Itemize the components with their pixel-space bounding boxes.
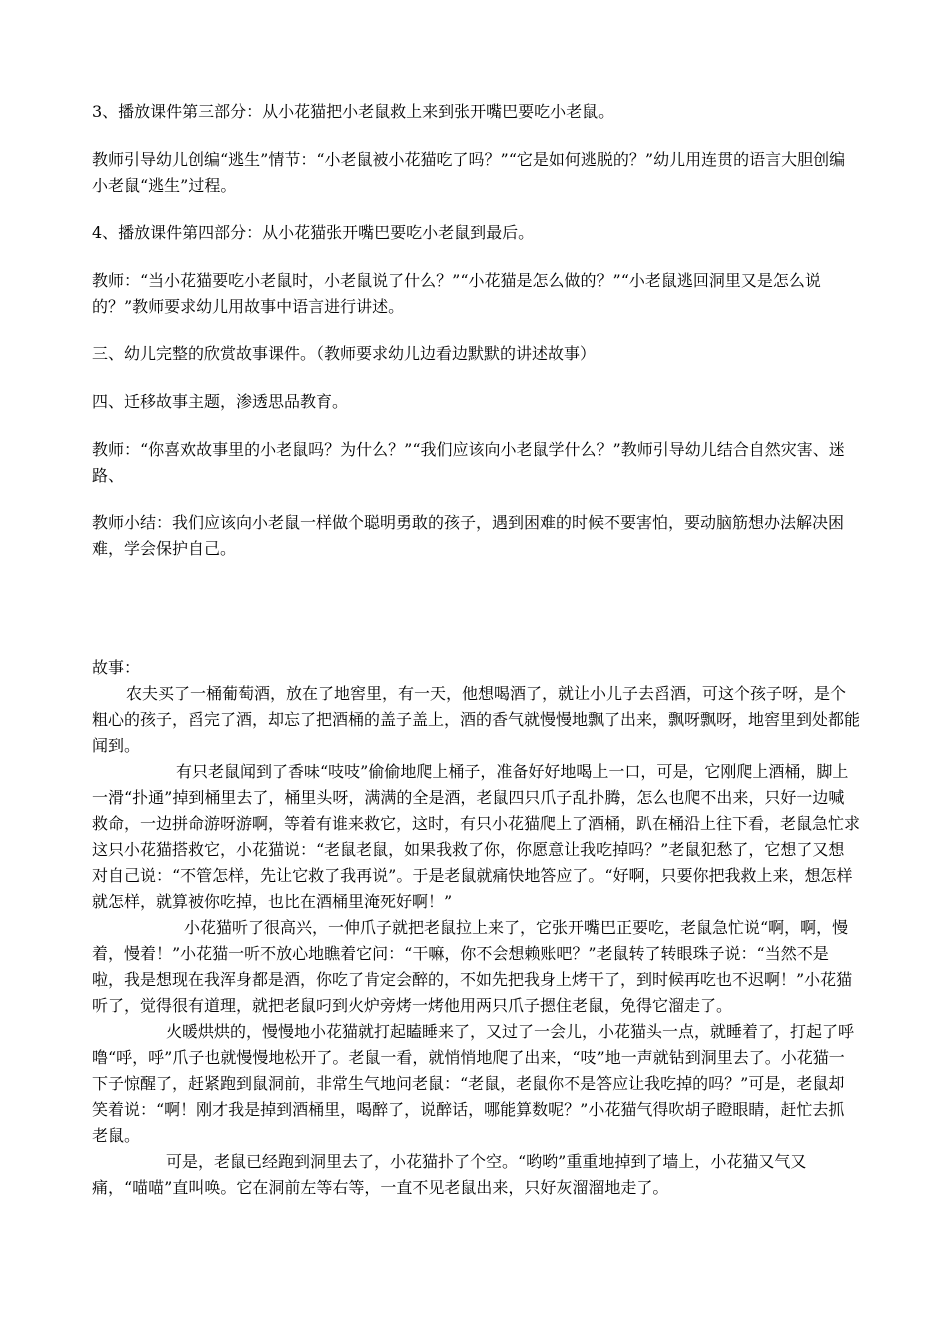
lesson-summary: 教师小结：我们应该向小老鼠一样做个聪明勇敢的孩子，遇到困难的时候不要害怕，要动脑筋想办法解决困难，学会保护自己。	[92, 513, 845, 558]
story-paragraph-2: 有只老鼠闻到了香味“吱吱”偷偷地爬上桶子，准备好好地喝上一口，可是，它刚爬上酒桶，脚上一滑“扑通”掉到桶里去了，桶里头呀，满满的全是酒，老鼠四只爪子乱扑腾，怎么也爬不出来，只好一边喊救命，一边拼命游呀游啊，等着有谁来救它，这时，有只小花猫爬上了酒桶，趴在桶沿上往下看，老鼠急忙求这只小花猫搭救它，小花猫说：“老鼠老鼠，如果我救了你，你愿意让我吃掉吗？”老鼠犯愁了，它想了又想对自己说：“不管怎样，先让它救了我再说”。于是老鼠就痛快地答应了。“好啊，只要你把我救上来，想怎样就怎样，就算被你吃掉，也比在酒桶里淹死好啊！”	[92, 762, 861, 911]
lesson-section-4-teacher: 教师：“你喜欢故事里的小老鼠吗？为什么？”“我们应该向小老鼠学什么？”教师引导幼儿结合自然灾害、迷路、	[92, 440, 845, 485]
lesson-step-4: 4、播放课件第四部分：从小花猫张开嘴巴要吃小老鼠到最后。	[92, 223, 535, 242]
story-paragraph-5: 可是，老鼠已经跑到洞里去了，小花猫扑了个空。“哟哟”重重地掉到了墙上，小花猫又气又痛，“喵喵”直叫唤。它在洞前左等右等，一直不见老鼠出来，只好灰溜溜地走了。	[92, 1152, 807, 1197]
story-paragraph-1: 农夫买了一桶葡萄酒，放在了地窖里，有一天，他想喝酒了，就让小儿子去舀酒，可这个孩子呀，是个粗心的孩子，舀完了酒，却忘了把酒桶的盖子盖上，酒的香气就慢慢地飘了出来，飘呀飘呀，地窖里到处都能闻到。	[92, 684, 861, 755]
story-paragraph-3: 小花猫听了很高兴，一伸爪子就把老鼠拉上来了，它张开嘴巴正要吃，老鼠急忙说“啊，啊，慢着，慢着！”小花猫一听不放心地瞧着它问：“干嘛，你不会想赖账吧？”老鼠转了转眼珠子说：“当然不是啦，我是想现在我浑身都是酒，你吃了肯定会醉的，不如先把我身上烤干了，到时候再吃也不迟啊！”小花猫听了，觉得很有道理，就把老鼠叼到火炉旁烤一烤他用两只爪子摁住老鼠，免得它溜走了。	[92, 918, 853, 1015]
lesson-step-4-guidance: 教师：“当小花猫要吃小老鼠时，小老鼠说了什么？”“小花猫是怎么做的？”“小老鼠逃回洞里又是怎么说的？”教师要求幼儿用故事中语言进行讲述。	[92, 271, 821, 316]
story-paragraph-4: 火暖烘烘的，慢慢地小花猫就打起瞌睡来了，又过了一会儿，小花猫头一点，就睡着了，打起了呼噜“呼，呼”爪子也就慢慢地松开了。老鼠一看，就悄悄地爬了出来，“吱”地一声就钻到洞里去了。小花猫一下子惊醒了，赶紧跑到鼠洞前，非常生气地问老鼠：“老鼠，老鼠你不是答应让我吃掉的吗？”可是，老鼠却笑着说：“啊！刚才我是掉到酒桶里，喝醉了，说醉话，哪能算数呢？”小花猫气得吹胡子瞪眼睛，赶忙去抓老鼠。	[92, 1022, 855, 1145]
lesson-section-3: 三、幼儿完整的欣赏故事课件。（教师要求幼儿边看边默默的讲述故事）	[92, 344, 597, 363]
story-block	[92, 655, 860, 1201]
lesson-step-3: 3、播放课件第三部分：从小花猫把小老鼠救上来到张开嘴巴要吃小老鼠。	[92, 102, 615, 121]
lesson-step-3-guidance: 教师引导幼儿创编“逃生”情节：“小老鼠被小花猫吃了吗？”“它是如何逃脱的？”幼儿用连贯的语言大胆创编小老鼠“逃生”过程。	[92, 150, 846, 195]
story-heading: 故事：	[92, 658, 141, 677]
lesson-section-4: 四、迁移故事主题，渗透思品教育。	[92, 392, 349, 411]
